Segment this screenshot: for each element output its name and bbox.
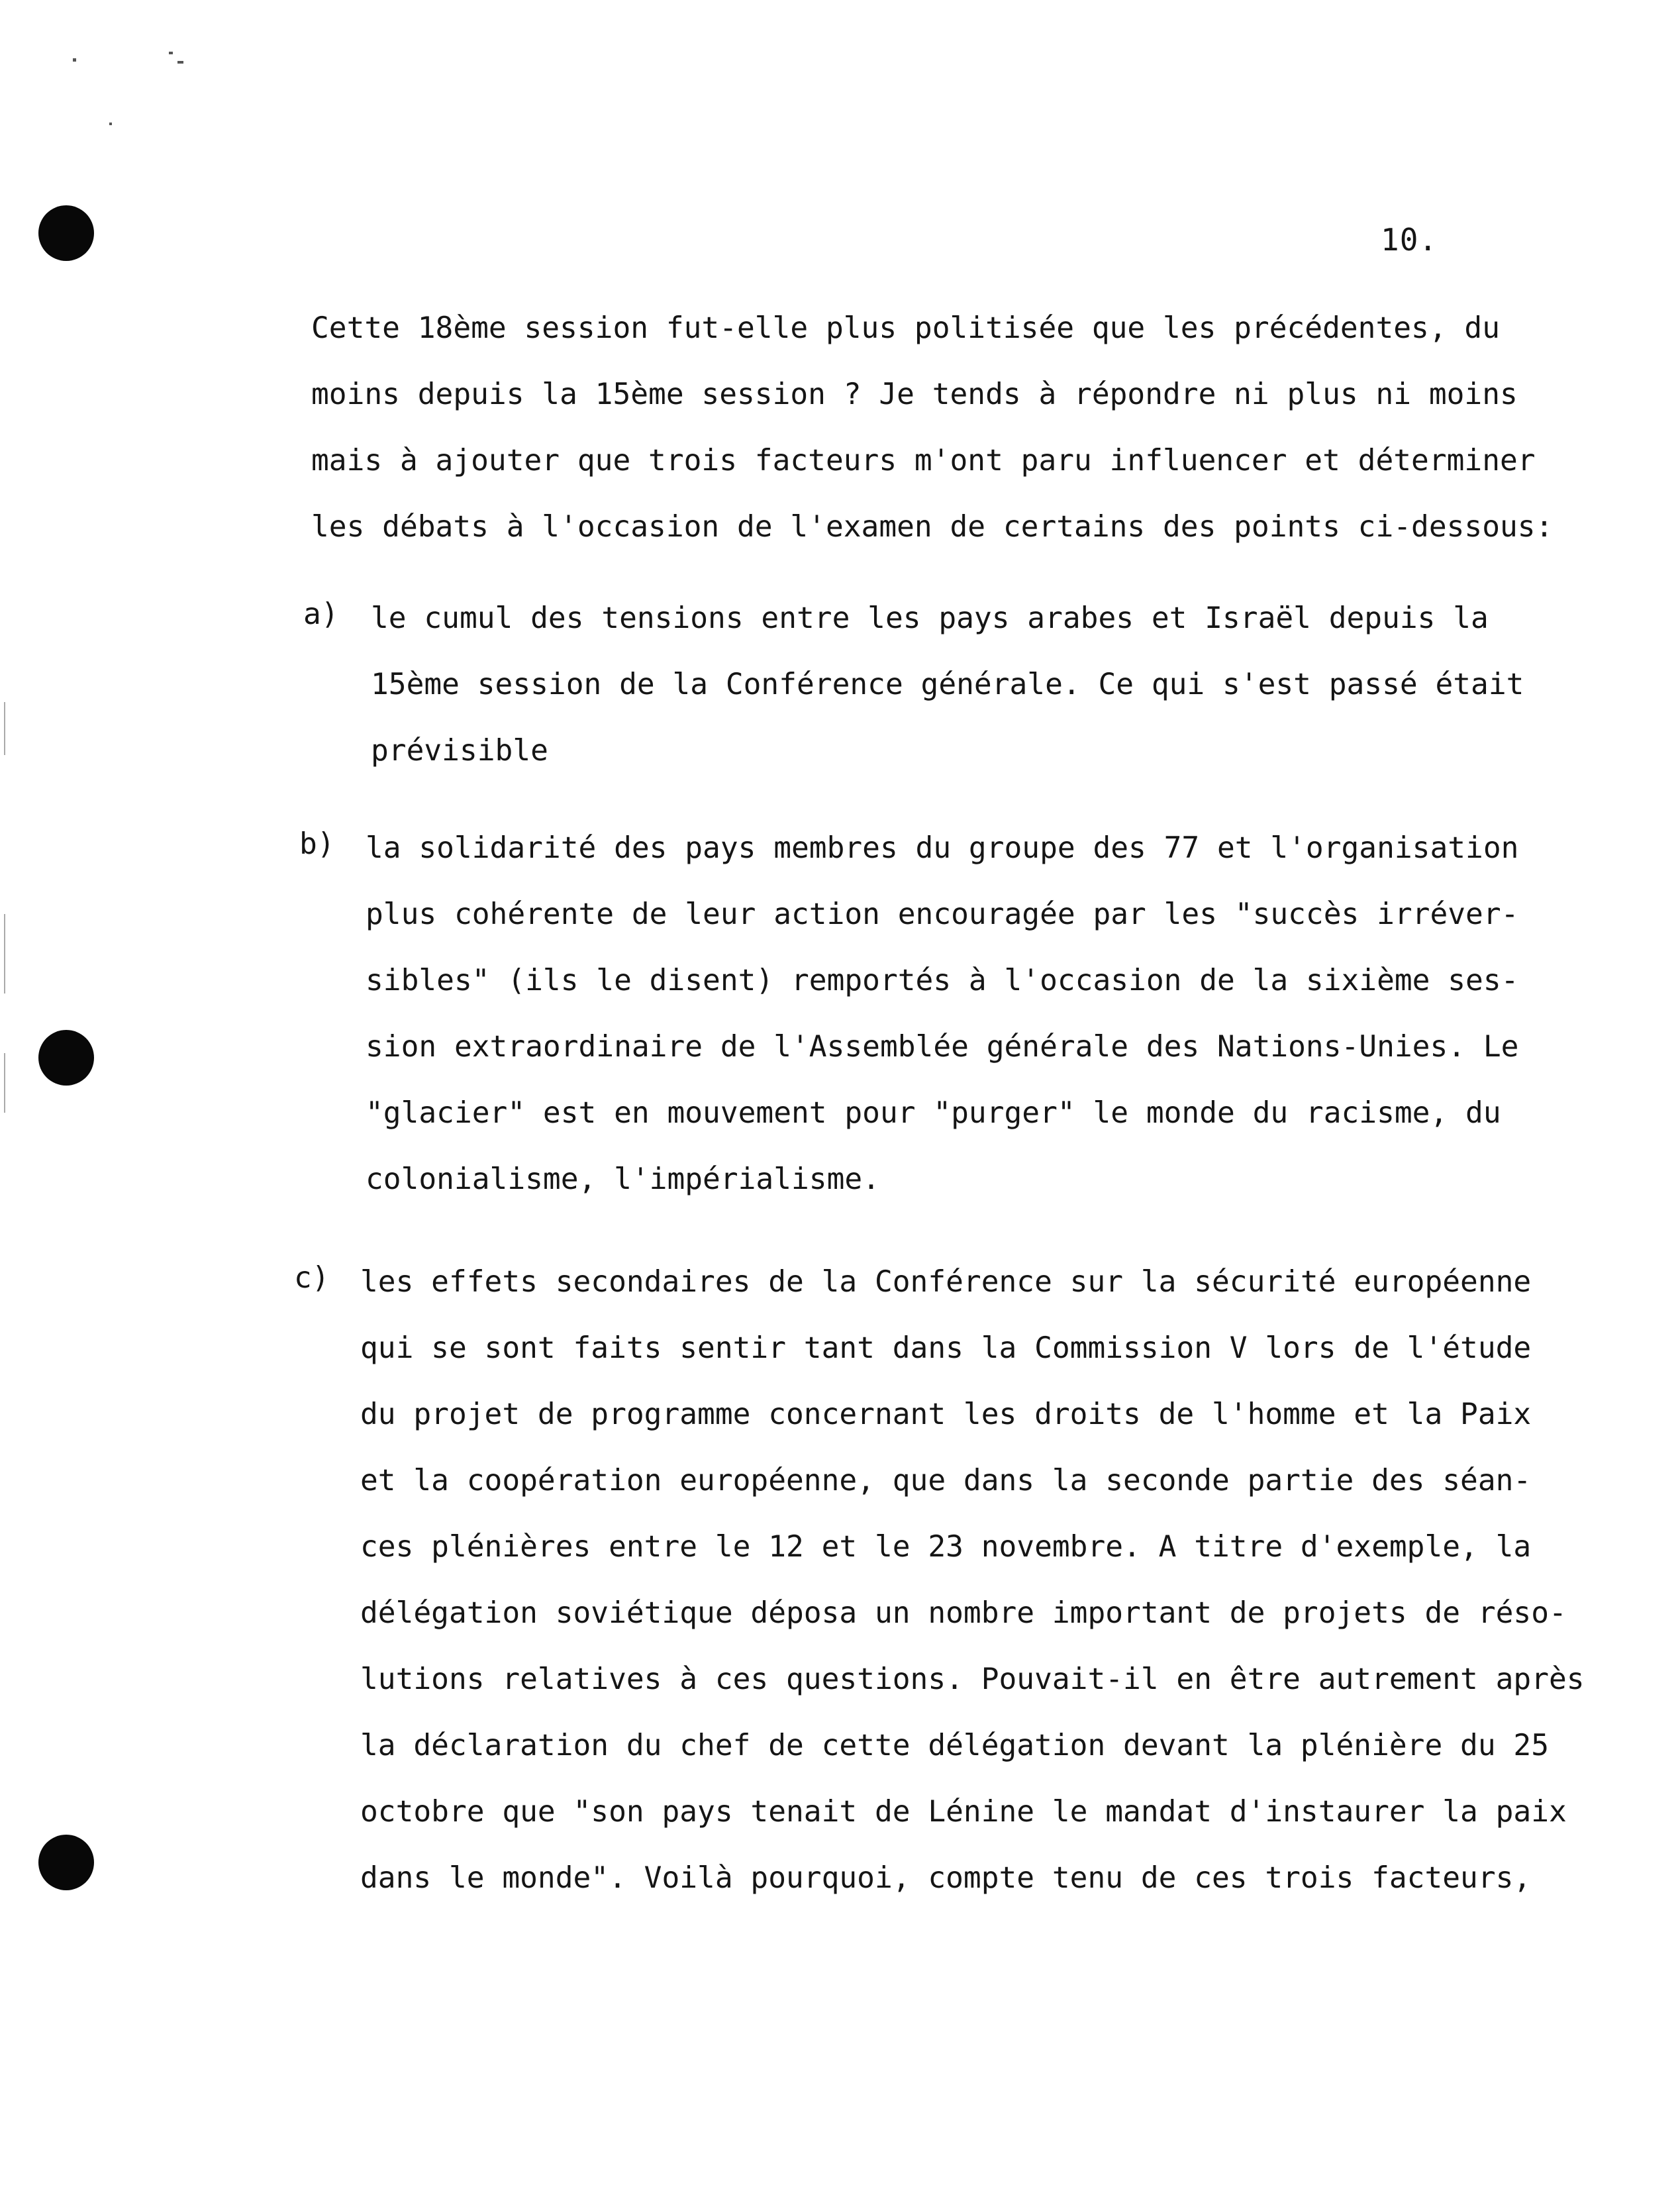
page-number: 10.	[1381, 222, 1438, 258]
text-line: les débats à l'occasion de l'examen de certains des points ci-dessous:	[311, 510, 1554, 544]
text-line: lutions relatives à ces questions. Pouvait-il en être autrement après	[360, 1662, 1585, 1696]
text-line: octobre que "son pays tenait de Lénine le mandat d'instaurer la paix	[360, 1795, 1567, 1829]
punch-hole	[38, 1030, 94, 1086]
text-line: le cumul des tensions entre les pays arabes et Israël depuis la	[371, 601, 1489, 635]
scan-speck	[4, 914, 5, 993]
text-line: colonialisme, l'impérialisme.	[366, 1162, 880, 1196]
scan-speck	[73, 58, 76, 62]
scan-speck	[4, 1053, 5, 1113]
intro-paragraph	[311, 295, 1553, 560]
text-line: les effets secondaires de la Conférence sur la sécurité européenne	[360, 1265, 1532, 1299]
list-item-text	[360, 1249, 1585, 1911]
text-line: du projet de programme concernant les droits de l'homme et la Paix	[360, 1398, 1532, 1431]
text-line: mais à ajouter que trois facteurs m'ont paru influencer et déterminer	[311, 444, 1536, 478]
scan-speck	[109, 123, 112, 125]
text-line: prévisible	[371, 734, 548, 768]
text-line: dans le monde". Voilà pourquoi, compte tenu de ces trois facteurs,	[360, 1861, 1532, 1895]
text-line: 15ème session de la Conférence générale. Ce qui s'est passé était	[371, 668, 1524, 701]
punch-hole	[38, 205, 94, 261]
text-line: la déclaration du chef de cette délégation devant la plénière du 25	[360, 1729, 1550, 1762]
text-line: sion extraordinaire de l'Assemblée générale des Nations-Unies. Le	[366, 1030, 1519, 1064]
punch-hole	[38, 1835, 94, 1890]
scan-speck	[177, 61, 183, 64]
list-item-marker: a)	[303, 597, 339, 631]
text-line: qui se sont faits sentir tant dans la Commission V lors de l'étude	[360, 1331, 1532, 1365]
text-line: ces plénières entre le 12 et le 23 novembre. A titre d'exemple, la	[360, 1530, 1532, 1564]
text-line: "glacier" est en mouvement pour "purger" le monde du racisme, du	[366, 1096, 1501, 1130]
scan-speck	[169, 52, 173, 54]
text-line: Cette 18ème session fut-elle plus politisée que les précédentes, du	[311, 311, 1501, 345]
list-item-text	[371, 585, 1524, 784]
list-item-marker: c)	[294, 1261, 330, 1295]
text-line: et la coopération européenne, que dans la seconde partie des séan-	[360, 1464, 1532, 1498]
list-item-marker: b)	[299, 827, 335, 861]
scan-speck	[4, 702, 5, 755]
text-line: moins depuis la 15ème session ? Je tends à répondre ni plus ni moins	[311, 378, 1518, 411]
list-item-text	[366, 815, 1518, 1213]
text-line: plus cohérente de leur action encouragée par les "succès irréver-	[366, 897, 1519, 931]
text-line: sibles" (ils le disent) remportés à l'occasion de la sixième ses-	[366, 964, 1519, 997]
text-line: délégation soviétique déposa un nombre important de projets de réso-	[360, 1596, 1567, 1630]
text-line: la solidarité des pays membres du groupe des 77 et l'organisation	[366, 831, 1519, 865]
